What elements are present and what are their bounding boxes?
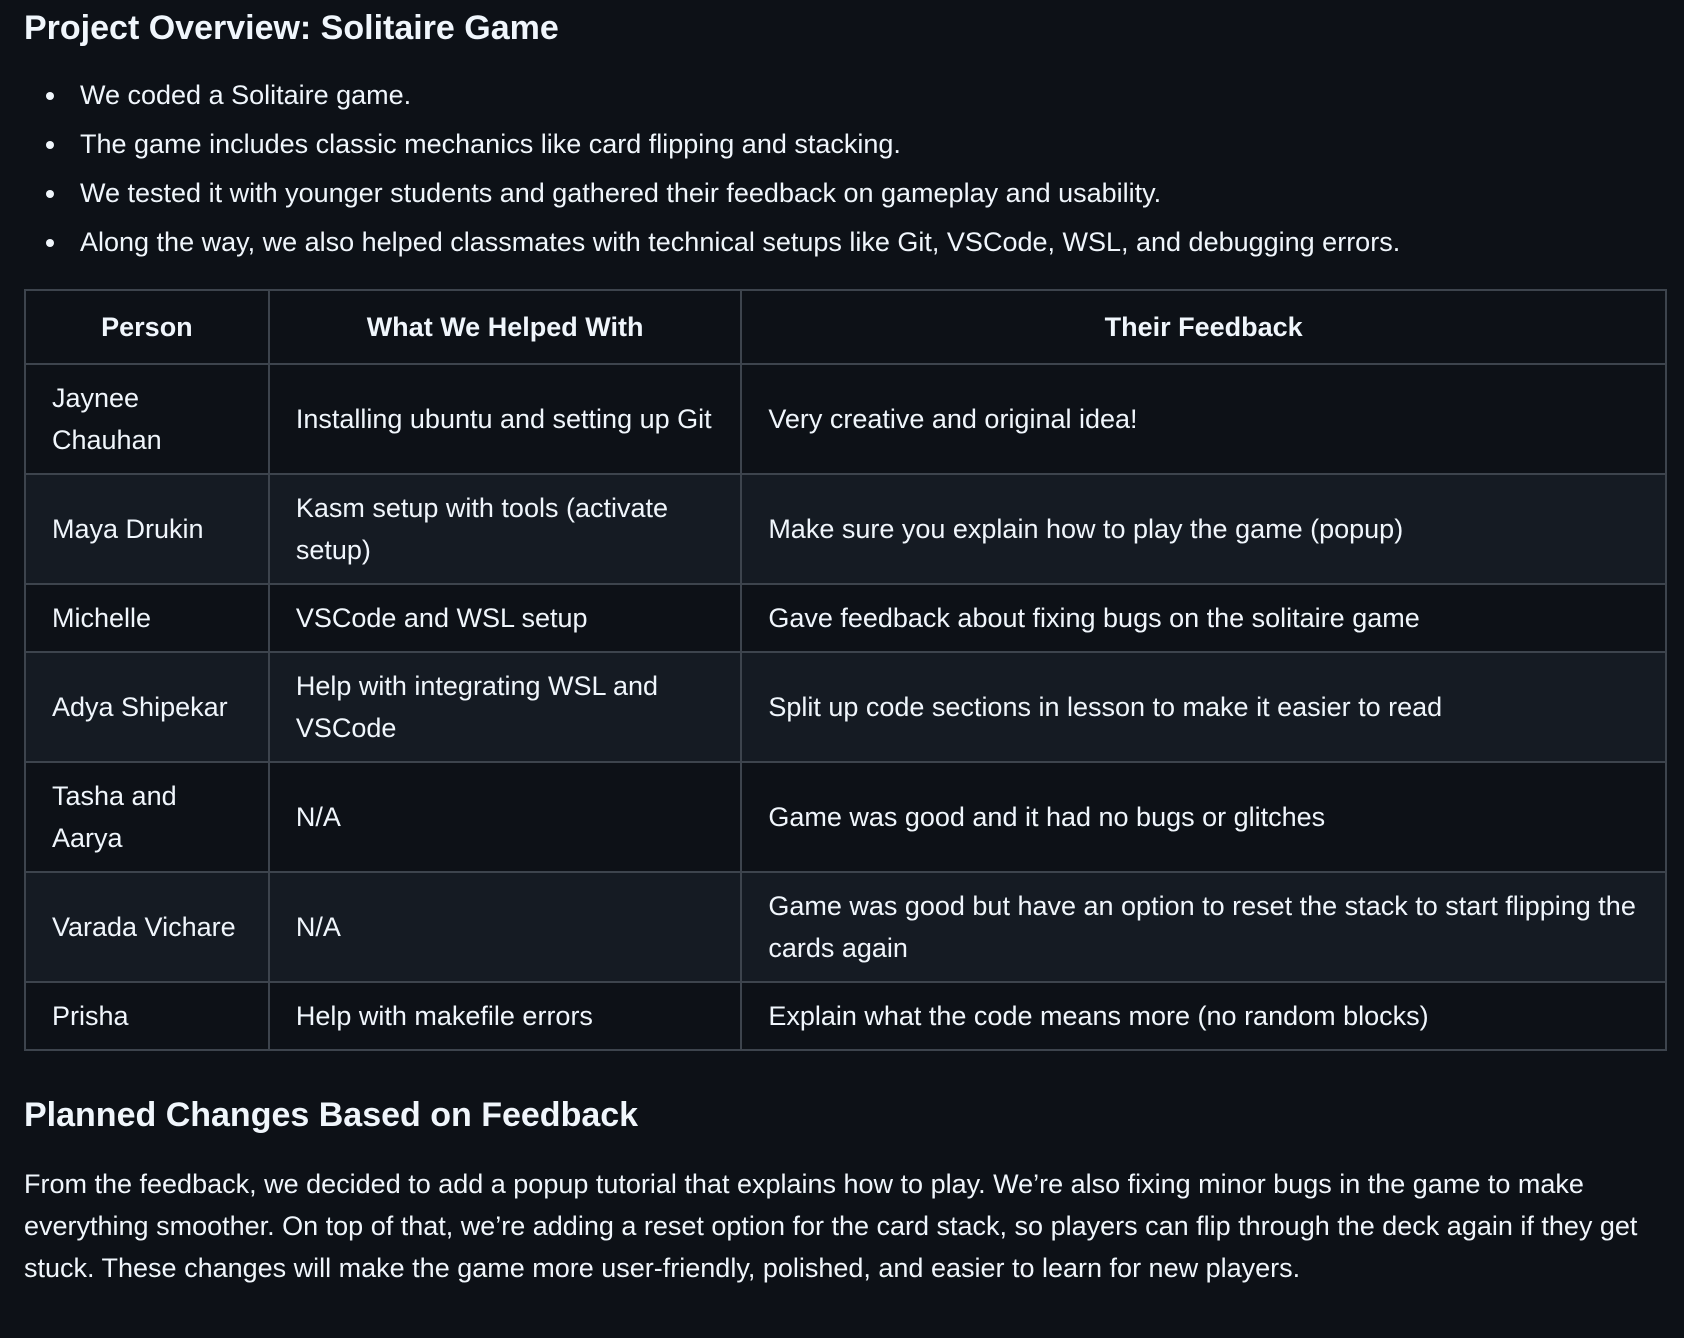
- bullet-item: [80, 126, 1660, 163]
- cell-feedback: Explain what the code means more (no random blocks): [741, 982, 1666, 1050]
- table-row: [25, 762, 1666, 872]
- cell-feedback: Game was good but have an option to reset the stack to start flipping the cards again: [741, 872, 1666, 982]
- overview-bullet-list: [24, 77, 1660, 261]
- cell-helped-with: N/A: [269, 762, 741, 872]
- table-row: [25, 584, 1666, 652]
- bullet-item: [80, 224, 1660, 261]
- cell-person: Tasha and Aarya: [25, 762, 269, 872]
- cell-helped-with: N/A: [269, 872, 741, 982]
- table-row: [25, 364, 1666, 474]
- table-row: [25, 982, 1666, 1050]
- bullet-text: We tested it with younger students and gathered their feedback on gameplay and usability.: [80, 178, 1162, 208]
- cell-feedback: Make sure you explain how to play the game (popup): [741, 474, 1666, 584]
- cell-person: Varada Vichare: [25, 872, 269, 982]
- bullet-dot-icon: [46, 190, 54, 198]
- cell-feedback: Game was good and it had no bugs or glitches: [741, 762, 1666, 872]
- cell-feedback: Very creative and original idea!: [741, 364, 1666, 474]
- cell-feedback: Gave feedback about fixing bugs on the solitaire game: [741, 584, 1666, 652]
- cell-person: Maya Drukin: [25, 474, 269, 584]
- cell-helped-with: Help with integrating WSL and VSCode: [269, 652, 741, 762]
- table-header-row: [25, 290, 1666, 364]
- planned-changes-heading: Planned Changes Based on Feedback: [24, 1096, 639, 1134]
- cell-person: Adya Shipekar: [25, 652, 269, 762]
- bullet-dot-icon: [46, 239, 54, 247]
- table-row: [25, 872, 1666, 982]
- cell-helped-with: VSCode and WSL setup: [269, 584, 741, 652]
- cell-person: Michelle: [25, 584, 269, 652]
- overview-heading: Project Overview: Solitaire Game: [24, 9, 559, 47]
- bullet-text: We coded a Solitaire game.: [80, 80, 412, 110]
- table-row: [25, 474, 1666, 584]
- bullet-dot-icon: [46, 141, 54, 149]
- bullet-item: [80, 77, 1660, 114]
- header-helped-with: What We Helped With: [269, 290, 741, 364]
- bullet-text: The game includes classic mechanics like card flipping and stacking.: [80, 129, 901, 159]
- header-person: Person: [25, 290, 269, 364]
- feedback-table: [24, 289, 1667, 1051]
- header-feedback: Their Feedback: [741, 290, 1666, 364]
- table-row: [25, 652, 1666, 762]
- cell-helped-with: Help with makefile errors: [269, 982, 741, 1050]
- cell-helped-with: Installing ubuntu and setting up Git: [269, 364, 741, 474]
- cell-person: Jaynee Chauhan: [25, 364, 269, 474]
- cell-person: Prisha: [25, 982, 269, 1050]
- cell-helped-with: Kasm setup with tools (activate setup): [269, 474, 741, 584]
- cell-feedback: Split up code sections in lesson to make it easier to read: [741, 652, 1666, 762]
- bullet-item: [80, 175, 1660, 212]
- bullet-text: Along the way, we also helped classmates with technical setups like Git, VSCode, WSL, and debugging errors.: [80, 227, 1401, 257]
- planned-changes-paragraph: From the feedback, we decided to add a popup tutorial that explains how to play. We’re also fixing minor bugs in the game to make everything smoother. On top of that, we’re adding a reset option for the card stack, so players can flip through the deck again if they get stuck. These changes will make the game more user-friendly, polished, and easier to learn for new players.: [24, 1169, 1638, 1283]
- bullet-dot-icon: [46, 92, 54, 100]
